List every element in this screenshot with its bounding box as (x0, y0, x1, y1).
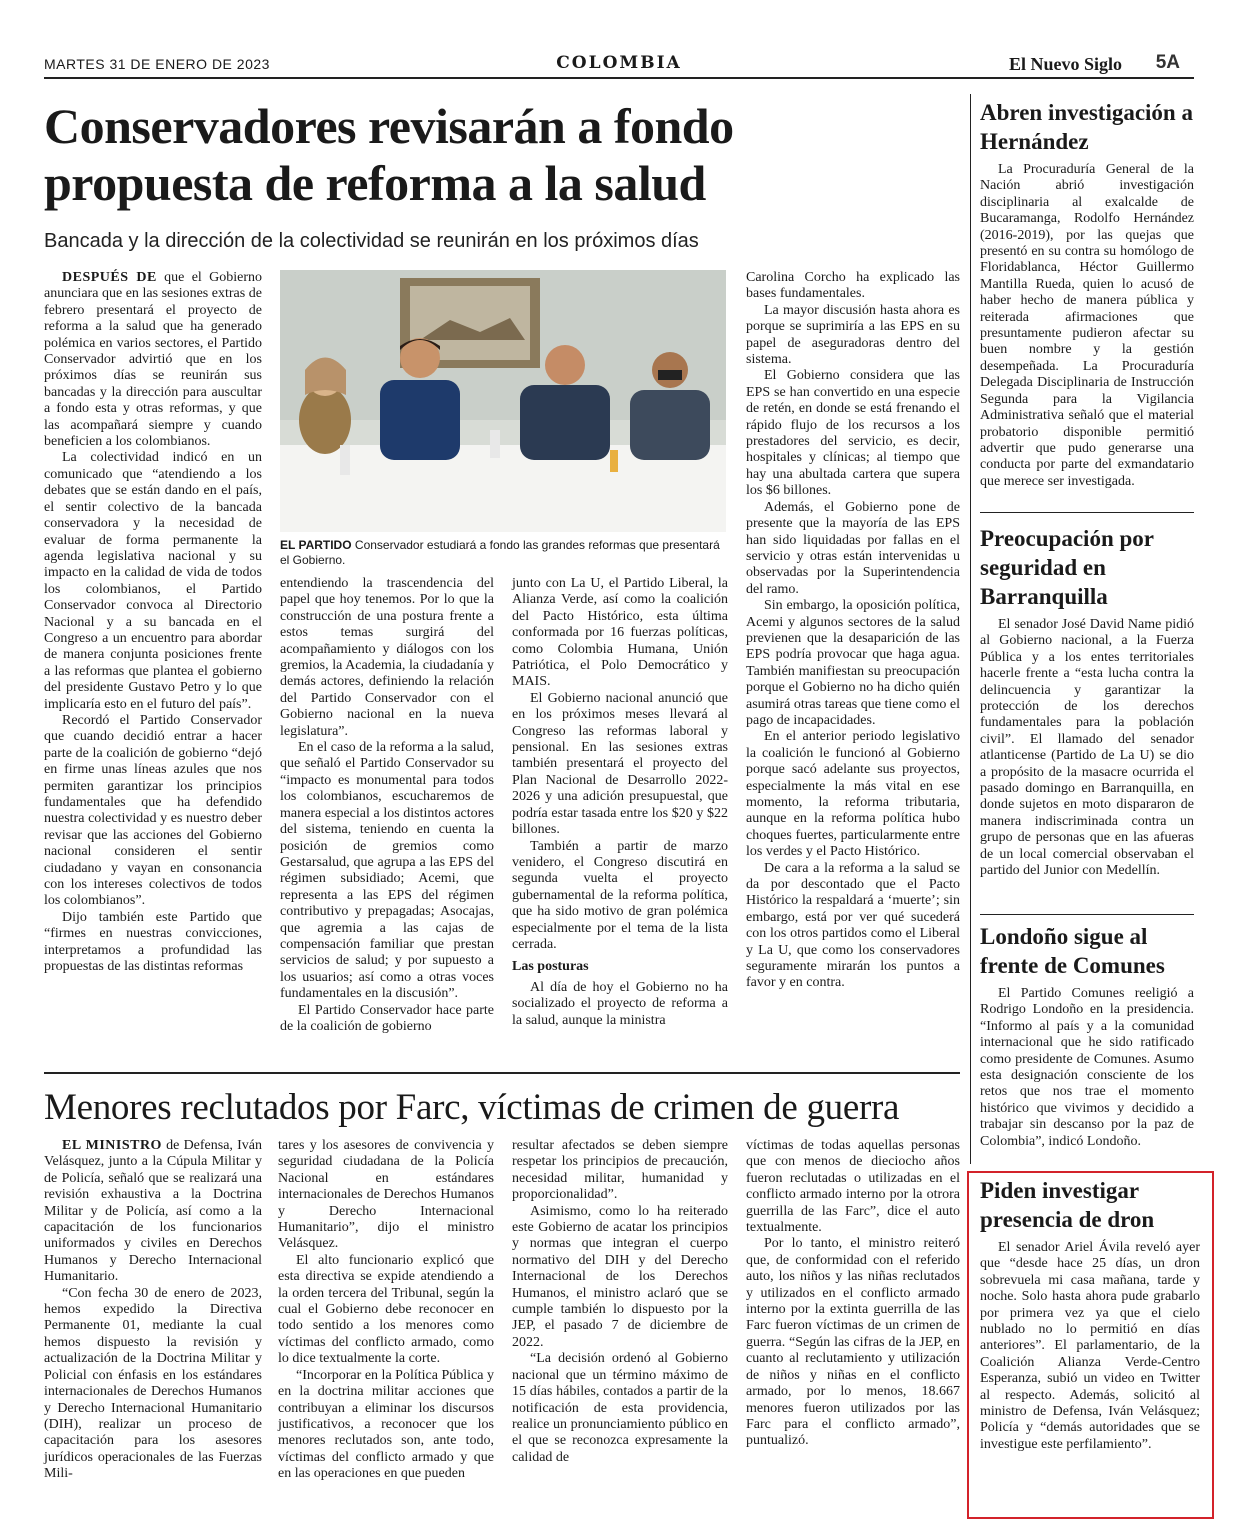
brief-body: El Partido Comunes reeligió a Rodrigo Londoño en la presidencia. “Informo al país y a la comunidad internacional que he sido ratificado como presidente de Comunes. Asumo esta designación consciente de los retos que nos trae el momento histórico que vivimos y decidido a trabajar sin descanso por la paz de Colombia”, indicó Londoño. (980, 986, 1194, 1149)
brief-title: Abren investigación a Hernández (980, 100, 1193, 154)
article-divider (44, 1072, 960, 1074)
paragraph: Por lo tanto, el ministro reiteró que, de conformidad con el referido auto, los niños y las niñas reclutados y utilizados en el conflicto armado interno por la extinta guerrilla de las Farc fueron víctimas de un crimen de guerra. “Según las cifras de la JEP, en cuanto al reclutamiento y utilización de niños y niñas en el conflicto armado, por lo menos, 18.667 menores fueron utilizados por las Farc para el conflicto armado”, puntualizó. (746, 1236, 960, 1449)
paragraph: Además, el Gobierno pone de presente que la mayoría de las EPS han sido liquidadas por fallas en el servicio y otras están intervenidas u observadas por la Superintendencia del ramo. (746, 499, 960, 597)
photo-caption: EL PARTIDO Conservador estudiará a fondo las grandes reformas que presentará el Gobierno. (280, 538, 720, 567)
paragraph: DESPUÉS DE que el Gobierno anunciara que en las sesiones extras de febrero presentará el proyecto de reforma a la salud que ha generado polémica en varios sectores, el Partido Conservador advirtió que en los próximos días se reunirán sus bancadas y la dirección para auscultar a fondo esta y otras reformas, y que las acompañará siempre y cuando beneficien a los colombianos. (44, 270, 263, 450)
headline-line1: Conservadores revisarán a fondo (44, 98, 734, 154)
paragraph: Al día de hoy el Gobierno no ha socializado el proyecto de reforma a la salud, aunque la ministra (512, 979, 728, 1028)
brief-body: El senador Ariel Ávila reveló ayer que “desde hace 25 días, un dron sobrevuela mi casa mañana, tarde y noche. Solo hasta ahora pude grabarlo por primera vez ya que el cielo nublado no lo permitió en días anteriores”. El parlamentario, de la Coalición Alianza Verde-Centro Esperanza, subió un video en Twitter al respecto. Además, solicitó al ministro de Defensa, Iván Velásquez; Policía y “demás autoridades que se investigue este perfilamiento”. (980, 1240, 1200, 1452)
issue-date: MARTES 31 DE ENERO DE 2023 (44, 56, 270, 72)
lead-in: EL MINISTRO (62, 1138, 162, 1153)
paragraph: En el anterior periodo legislativo la coalición le funcionó al Gobierno porque sacó adelante sus proyectos, especialmente la más vital en ese momento, la reforma tributaria, aunque en la reforma política hubo choques fuertes, particularmente entre los verdes y el Pacto Histórico. (746, 729, 960, 860)
paragraph: resultar afectados se deben siempre respetar los principios de precaución, necesidad militar, humanidad y proporcionalidad”. (512, 1138, 728, 1203)
brief-title: Preocupación por seguridad en Barranquilla (980, 526, 1154, 609)
second-col-4 (746, 1138, 960, 1450)
headline-line2: propuesta de reforma a la salud (44, 155, 706, 211)
main-headline (44, 98, 944, 212)
paragraph: El Gobierno considera que las EPS se han convertido en una especie de retén, en donde se está frenando el rápido flujo de los recursos a los prestadores del servicio, es decir, hospitales y clínicas; al tiempo que hay una abultada cartera que supera los $6 billones. (746, 368, 960, 499)
section-name: COLOMBIA (556, 53, 682, 73)
brief-comunes (980, 922, 1194, 1150)
paragraph: entendiendo la trascendencia del papel que hoy tenemos. Por lo que la construcción de una postura frente a estos temas surgirá del acompañamiento y diálogos con los gremios, la Academia, la ciudadanía y demás actores, definiendo la relación del Partido Conservador con el Gobierno nacional en la nueva legislatura”. (280, 576, 494, 739)
paragraph: Recordó el Partido Conservador que cuando decidió entrar a hacer parte de la coalición de gobierno “dejó en firme unas líneas azules que nos permiten garantizar los principios fundamentales que ha defendido nuestra colectividad y es nuestro deber revisar que las acciones del Gobierno nacional consideren el sentir ciudadano y vayan en consonancia con los intereses colectivos de todos los colombianos”. (44, 712, 262, 909)
brief-title: Londoño sigue al frente de Comunes (980, 924, 1165, 978)
brief-hernandez (980, 98, 1194, 490)
paragraph: Dijo también este Partido que “firmes en nuestras convicciones, interpretamos a profundidad las propuestas de las distintas reformas (44, 909, 262, 975)
meeting-photo-illustration (280, 270, 726, 532)
brief-dron (980, 1176, 1200, 1453)
brief-body: El senador José David Name pidió al Gobierno nacional, a la Fuerza Pública y a los entes territoriales hacerle frente a “esta lucha contra la delincuencia y garantizar la protección de los derechos fundamentales para la población civil”. El llamado del senador atlanticense (Partido de La U) se dio a propósito de la masacre ocurrida el pasado domingo en Barranquilla, en donde sujetos en moto dispararon de manera indiscriminada contra un grupo de personas que en las afueras de un local comercial observaban el partido del Junior con Medellín. (980, 617, 1194, 879)
paragraph: “La decisión ordenó al Gobierno nacional que un término máximo de 15 días hábiles, contados a partir de la notificación de esta providencia, realice un pronunciamiento público en el que se reconozca expresamente la calidad de (512, 1351, 728, 1465)
second-col-3 (512, 1138, 728, 1466)
second-headline: Menores reclutados por Farc, víctimas de crimen de guerra (44, 1087, 900, 1128)
brief-divider (980, 914, 1194, 915)
paragraph: La mayor discusión hasta ahora es porque se suprimiría a las EPS en su papel de aseguradoras dentro del sistema. (746, 302, 960, 368)
main-subheadline: Bancada y la dirección de la colectividad se reunirán en los próximos días (44, 230, 699, 252)
brief-title: Piden investigar presencia de dron (980, 1178, 1155, 1232)
second-col-1 (44, 1138, 262, 1483)
paragraph: Sin embargo, la oposición política, Acemi y algunos sectores de la salud previenen que la desaparición de las EPS podría provocar que haga agua. También manifiestan su preocupación porque el Gobierno no ha dicho quién asumirá otras tareas que tiene como el pago de incapacidades. (746, 598, 960, 728)
main-col-4 (746, 270, 960, 992)
paragraph: “Incorporar en la Política Pública y en la doctrina militar acciones que contribuyan a eliminar los discursos justificativos, a reconocer que los menores reclutados son, ante todo, víctimas del conflicto armado y que en las operaciones en que pueden (278, 1367, 494, 1482)
section-subtitle: Las posturas (512, 959, 589, 975)
paragraph: Asimismo, como lo ha reiterado este Gobierno de acatar los principios y normas que integran el cuerpo normativo del DIH y del Derecho Internacional de los Derechos Humanos, el ministro aclaró que se cumple también lo dispuesto por la JEP, el pasado 7 de diciembre de 2022. (512, 1203, 728, 1350)
main-col-3 (512, 576, 728, 1029)
page-number: 5A (1155, 52, 1180, 73)
newspaper-name: El Nuevo Siglo (1008, 54, 1122, 74)
sidebar-rule (970, 94, 971, 1164)
paragraph: Carolina Corcho ha explicado las bases fundamentales. (746, 270, 960, 302)
second-col-2 (278, 1138, 494, 1483)
header-rule (44, 77, 1194, 79)
paragraph: El Partido Conservador hace parte de la coalición de gobierno (280, 1002, 494, 1034)
paragraph: EL MINISTRO de Defensa, Iván Velásquez, junto a la Cúpula Militar y de Policía, señaló que se realizará una revisión exhaustiva a la Doctrina Militar y de Policía, así como a la capacitación de los funcionarios uniformados y civiles en Derechos Humanos y Derecho Internacional Humanitario. (44, 1138, 263, 1285)
brief-barranquilla (980, 524, 1194, 880)
brief-divider (980, 512, 1194, 513)
article-photo (280, 270, 726, 532)
paragraph: “Con fecha 30 de enero de 2023, hemos expedido la Directiva Permanente 01, mediante la cual hemos dispuesto la revisión y actualización de la Doctrina Militar y Policial con énfasis en los estándares internacionales de Derechos Humanos y Derecho Internacional Humanitario (DIH), realizar un proceso de capacitación para los asesores jurídicos operacionales de las Fuerzas Mili- (44, 1285, 262, 1482)
paragraph: De cara a la reforma a la salud se da por descontado que el Pacto Histórico la respaldará a ‘muerte’; sin embargo, está por ver qué sucederá con los otros partidos como el Liberal y La U, que como los conservadores seguramente mirarán los puntos a favor y en contra. (746, 860, 960, 991)
paragraph: También a partir de marzo venidero, el Congreso discutirá en segunda vuelta el proyecto gubernamental de la reforma política, que ha sido motivo de gran polémica especialmente por el tema de la lista cerrada. (512, 838, 728, 952)
paragraph: junto con La U, el Partido Liberal, la Alianza Verde, así como la coalición del Pacto Histórico, esta última conformada por 16 fuerzas políticas, como Colombia Humana, Unión Patriótica, el Polo Democrático y MAIS. (512, 576, 728, 690)
paragraph: En el caso de la reforma a la salud, que señaló el Partido Conservador su “impacto es monumental para todos los colombianos, escucharemos de manera especial a los distintos actores del sistema, teniendo en cuenta la posición de gremios como Gestarsalud, que agrupa a las EPS del régimen subsidiado; Acemi, que representa a las EPS del régimen contributivo y prepagadas; Asocajas, que agremia a las cajas de compensación familiar que prestan servicios de salud; y por supuesto a los usuarios; así como a otras voces fundamentales en la discusión”. (280, 740, 494, 1002)
main-col-1 (44, 270, 262, 975)
main-col-2 (280, 576, 494, 1035)
paragraph: El alto funcionario explicó que esta directiva se expide atendiendo a la orden tercera del Tribunal, según la cual el Gobierno debe reconocer en todo sentido a los menores como víctimas del conflicto armado, como lo dice textualmente la corte. (278, 1252, 494, 1367)
paragraph: víctimas de todas aquellas personas que con menos de dieciocho años fueron reclutadas o utilizadas en el conflicto armado interno por la otrora guerrilla de las Farc”, dice el auto textualmente. (746, 1138, 960, 1236)
lead-in: DESPUÉS DE (62, 270, 157, 285)
paragraph: El Gobierno nacional anunció que en los próximos meses llevará al Congreso las reformas laboral y pensional. En las sesiones extras también presentará el proyecto del Plan Nacional de Desarrollo 2022-2026 y una adición presupuestal, que podría estar tasada entre los $20 y $22 billones. (512, 690, 728, 838)
paragraph: tares y los asesores de convivencia y seguridad ciudadana de la Policía Nacional en estándares internacionales de Derechos Humanos y Derecho Internacional Humanitario”, dijo el ministro Velásquez. (278, 1138, 494, 1252)
brief-body: La Procuraduría General de la Nación abrió investigación disciplinaria al exalcalde de Bucaramanga, Rodolfo Hernández (2016-2019), por las quejas que presentó en su contra su homólogo de Floridablanca, Héctor Guillermo Mantilla Rueda, quien lo acusó de haber hecho de manera pública y reiterada afirmaciones que presuntamente pudieron afectar su buen nombre y la gestión desempeñada. La Procuraduría Delegada Disciplinaria de Instrucción Segunda para la Vigilancia Administrativa señaló que el material probatorio disponible permitió advertir que pudo generarse una conducta por parte del exmandatario que merece ser investigada. (980, 162, 1194, 489)
paragraph: La colectividad indicó en un comunicado que “atendiendo a los debates que se están dando en el país, el sentir colectivo de la bancada conservadora y la necesidad de evaluar de forma permanente la agenda legislativa nacional y su impacto en la calidad de vida de todos los colombianos, el Partido Conservador convoca al Directorio Nacional y a su bancada en el Congreso a un encuentro para abordar de manera conjunta posiciones frente a las reformas que plantea el gobierno del presidente Gustavo Petro y lo que implicaría esto en el futuro del país”. (44, 450, 262, 712)
